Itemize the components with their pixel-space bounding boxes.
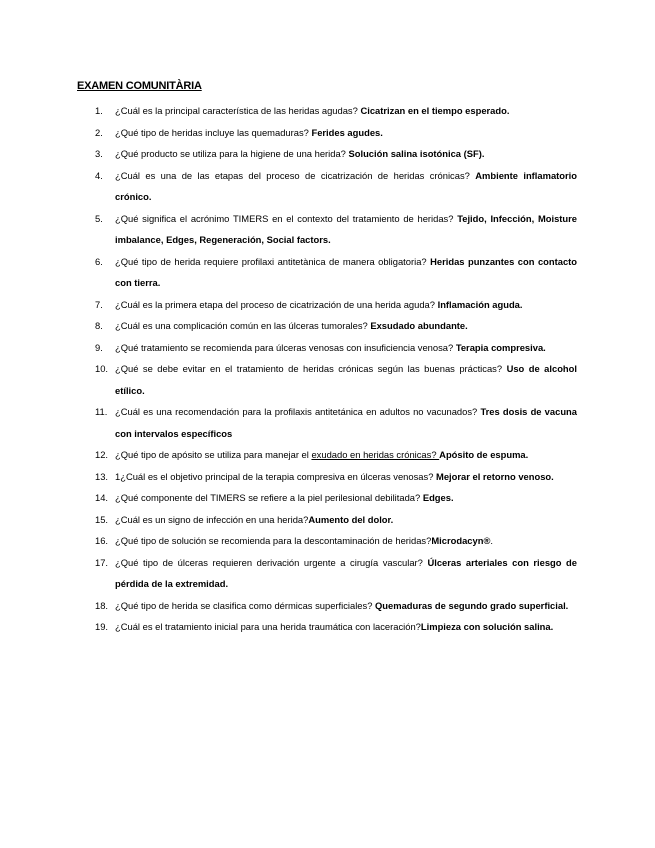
answer-text: Apósito de espuma. [439, 449, 529, 460]
answer-text: Ferides agudes. [311, 126, 383, 138]
answer-text: Heridas punzantes con contacto con tierra. [115, 255, 578, 288]
question-number: 10. [95, 363, 109, 374]
question-text: ¿Cuál es la principal característica de las heridas agudas? [115, 105, 361, 116]
question-text: 1¿Cuál es el objetivo principal de la terapia compresiva en úlceras venosas? [115, 470, 437, 482]
question-item [77, 552, 577, 595]
answer-text: Tejido, Infección, Moisture imbalance, Edges, Regeneración, Social factors. [115, 212, 578, 245]
answer-text: Tres dosis de vacuna con intervalos específicos [115, 406, 577, 439]
question-text: ¿Qué tipo de úlceras requieren derivación urgente a cirugía vascular? [115, 556, 428, 568]
question-item [77, 337, 577, 359]
question-item [77, 208, 577, 251]
question-number: 16. [95, 535, 109, 546]
answer-tail: . [490, 535, 493, 546]
question-item [77, 251, 577, 294]
document-title: EXAMEN COMUNITÀRIA [77, 80, 202, 92]
question-item [77, 530, 577, 552]
question-text: ¿Cuál es una de las etapas del proceso de cicatrización de heridas crónicas? [115, 169, 476, 181]
question-number: 18. [95, 599, 109, 611]
answer-text: Limpieza con solución salina. [420, 621, 554, 632]
question-item [77, 100, 577, 122]
question-list [77, 100, 577, 638]
question-text: ¿Cuál es el tratamiento inicial para una herida traumática con laceración? [115, 621, 421, 632]
question-text: ¿Qué tipo de heridas incluye las quemaduras? [115, 126, 312, 138]
question-number: 6. [95, 255, 103, 267]
question-text: ¿Qué tipo de herida se clasifica como dérmicas superficiales? [115, 599, 376, 611]
question-item [77, 444, 577, 466]
question-text: ¿Qué producto se utiliza para la higiene de una herida? [115, 148, 349, 159]
answer-text: Microdacyn® [431, 535, 491, 546]
question-item [77, 122, 577, 144]
question-text: ¿Qué significa el acrónimo TIMERS en el contexto del tratamiento de heridas? [115, 212, 458, 224]
question-text: ¿Qué tratamiento se recomienda para úlceras venosas con insuficiencia venosa? [115, 341, 456, 353]
question-number: 9. [95, 341, 103, 353]
question-number: 17. [95, 556, 109, 568]
question-number: 3. [95, 148, 103, 159]
answer-text: Cicatrizan en el tiempo esperado. [360, 105, 510, 116]
question-number: 13. [95, 470, 109, 482]
question-item [77, 143, 577, 165]
question-text: ¿Qué se debe evitar en el tratamiento de heridas crónicas según las buenas prácticas? [115, 363, 507, 374]
question-number: 12. [95, 449, 109, 460]
question-number: 4. [95, 169, 103, 181]
question-text: ¿Qué tipo de solución se recomienda para la descontaminación de heridas? [115, 535, 432, 546]
question-text: ¿Cuál es un signo de infección en una herida? [115, 513, 309, 525]
question-item [77, 358, 577, 401]
question-item [77, 466, 577, 488]
question-item [77, 294, 577, 316]
answer-text: Terapia compresiva. [455, 341, 546, 353]
answer-text: Solución salina isotónica (SF). [348, 148, 485, 159]
question-number: 7. [95, 298, 103, 310]
underlined-text: exudado en heridas crónicas? [311, 449, 440, 460]
answer-text: Aumento del dolor. [308, 513, 394, 525]
question-number: 1. [95, 105, 103, 116]
question-number: 8. [95, 320, 103, 331]
question-text: ¿Qué componente del TIMERS se refiere a la piel perilesional debilitada? [115, 492, 423, 503]
answer-text: Uso de alcohol etílico. [115, 363, 577, 396]
question-item [77, 401, 577, 444]
question-item [77, 616, 577, 638]
answer-text: Úlceras arteriales con riesgo de pérdida de la extremidad. [115, 556, 577, 589]
question-text: ¿Qué tipo de herida requiere profilaxi antitetànica de manera obligatoria? [115, 255, 431, 267]
answer-text: Ambiente inflamatorio crónico. [115, 169, 577, 202]
question-text: ¿Cuál es la primera etapa del proceso de cicatrización de una herida aguda? [115, 298, 438, 310]
question-item [77, 487, 577, 509]
question-number: 11. [95, 406, 108, 417]
answer-text: Quemaduras de segundo grado superficial. [375, 599, 569, 611]
question-item [77, 315, 577, 337]
question-text: ¿Qué tipo de apósito se utiliza para manejar el [115, 449, 312, 460]
answer-text: Exsudado abundante. [370, 320, 468, 331]
question-item [77, 509, 577, 531]
question-item [77, 595, 577, 617]
answer-text: Edges. [422, 492, 454, 503]
answer-text: Inflamación aguda. [437, 298, 523, 310]
question-text: ¿Cuál es una complicación común en las úlceras tumorales? [115, 320, 371, 331]
question-number: 14. [95, 492, 109, 503]
question-item [77, 165, 577, 208]
question-text: ¿Cuál es una recomendación para la profilaxis antitetánica en adultos no vacunados? [115, 406, 481, 417]
question-number: 15. [95, 513, 109, 525]
question-number: 2. [95, 126, 103, 138]
answer-text: Mejorar el retorno venoso. [436, 470, 554, 482]
question-number: 19. [95, 621, 109, 632]
question-number: 5. [95, 212, 103, 224]
